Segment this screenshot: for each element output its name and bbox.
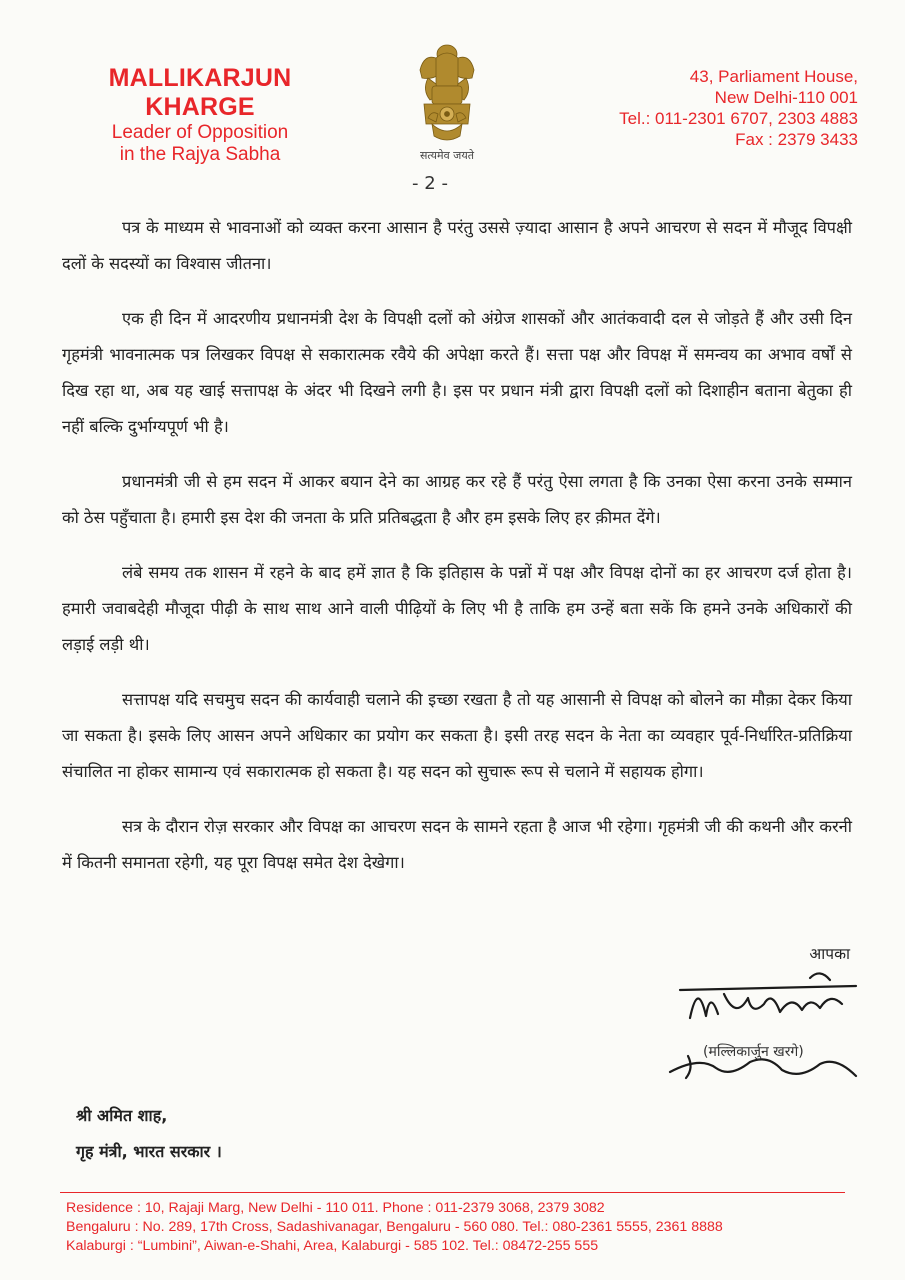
closing: आपका bbox=[809, 945, 850, 963]
paragraph: सत्र के दौरान रोज़ सरकार और विपक्ष का आचरण सदन के सामने रहता है आज भी रहेगा। गृहमंत्री जी की कथनी और करनी में कितनी समानता रहेगी, यह पूरा विपक्ष समेत देश देखेगा। bbox=[62, 817, 852, 872]
paragraph: प्रधानमंत्री जी से हम सदन में आकर बयान देने का आग्रह कर रहे हैं परंतु ऐसा लगता है कि उनका ऐसा करना उनके सम्मान को ठेस पहुँचाता है। हमारी इस देश की जनता के प्रति प्रतिबद्धता है और हम इसके लिए हर क़ीमत देंगे। bbox=[62, 472, 852, 527]
letterhead-address bbox=[619, 66, 858, 150]
footer-divider bbox=[60, 1192, 845, 1193]
fax: Fax : 2379 3433 bbox=[735, 130, 858, 149]
emblem-motto: सत्यमेव जयते bbox=[419, 149, 474, 162]
national-emblem-icon bbox=[402, 40, 492, 165]
recipient-name: श्री अमित शाह, bbox=[76, 1106, 168, 1125]
signatory-name: (मल्लिकार्जुन खरगे) bbox=[703, 1044, 804, 1060]
footer-addresses bbox=[66, 1199, 856, 1256]
handwritten-signature bbox=[660, 960, 870, 1085]
letter-body bbox=[62, 210, 852, 900]
address-line-1: 43, Parliament House, bbox=[689, 67, 858, 86]
recipient-designation: गृह मंत्री, भारत सरकार । bbox=[76, 1142, 222, 1161]
sender-role: Leader of Opposition bbox=[111, 122, 289, 143]
footer-residence: Residence : 10, Rajaji Marg, New Delhi - 110 011. Phone : 011-2379 3068, 2379 3082 bbox=[66, 1200, 605, 1216]
footer-kalaburgi: Kalaburgi : “Lumbini”, Aiwan-e-Shahi, Area, Kalaburgi - 585 102. Tel.: 08472-255 555 bbox=[66, 1238, 599, 1254]
paragraph: लंबे समय तक शासन में रहने के बाद हमें ज्ञात है कि इतिहास के पन्नों में पक्ष और विपक्ष दोनों का हर आचरण दर्ज होता है। हमारी जवाबदेही मौजूदा पीढ़ी के साथ साथ आने वाली पीढ़ियों के लिए भी है ताकि हम उन्हें बता सकें कि हमने उनके अधिकारों की लड़ाई लड़ी थी। bbox=[62, 563, 852, 654]
letterhead-left bbox=[52, 64, 348, 166]
telephone: Tel.: 011-2301 6707, 2303 4883 bbox=[619, 109, 858, 128]
sender-role-house: in the Rajya Sabha bbox=[119, 144, 281, 165]
address-line-2: New Delhi-110 001 bbox=[714, 88, 858, 107]
sender-name: MALLIKARJUN KHARGE bbox=[108, 64, 292, 121]
paragraph: एक ही दिन में आदरणीय प्रधानमंत्री देश के विपक्षी दलों को अंग्रेज शासकों और आतंकवादी दल से जोड़ते हैं और उसी दिन गृहमंत्री भावनात्मक पत्र लिखकर विपक्ष से सकारात्मक रवैये की अपेक्षा करते हैं। सत्ता पक्ष और विपक्ष में समन्वय का अभाव वर्षों से दिख रहा था, अब यह खाई सत्तापक्ष के अंदर भी दिखने लगी है। इस पर प्रधान मंत्री द्वारा विपक्षी दलों को दिशाहीन बताना बेतुका ही नहीं बल्कि दुर्भाग्यपूर्ण भी है। bbox=[62, 309, 852, 436]
page-number: - 2 - bbox=[412, 173, 448, 194]
footer-bengaluru: Bengaluru : No. 289, 17th Cross, Sadashivanagar, Bengaluru - 560 080. Tel.: 080-2361 5555, 2361 8888 bbox=[66, 1219, 723, 1235]
paragraph: पत्र के माध्यम से भावनाओं को व्यक्त करना आसान है परंतु उससे ज़्यादा आसान है अपने आचरण से सदन में मौजूद विपक्षी दलों के सदस्यों का विश्वास जीतना। bbox=[62, 218, 852, 273]
recipient-block bbox=[76, 1098, 222, 1170]
paragraph: सत्तापक्ष यदि सचमुच सदन की कार्यवाही चलाने की इच्छा रखता है तो यह आसानी से विपक्ष को बोलने का मौक़ा देकर किया जा सकता है। इसके लिए आसन अपने अधिकार का प्रयोग कर सकता है। इसी तरह सदन के नेता का व्यवहार पूर्व-निर्धारित-प्रतिक्रिया संचालित ना होकर सामान्य एवं सकारात्मक हो सकता है। यह सदन को सुचारू रूप से चलाने में सहायक होगा। bbox=[62, 690, 852, 781]
